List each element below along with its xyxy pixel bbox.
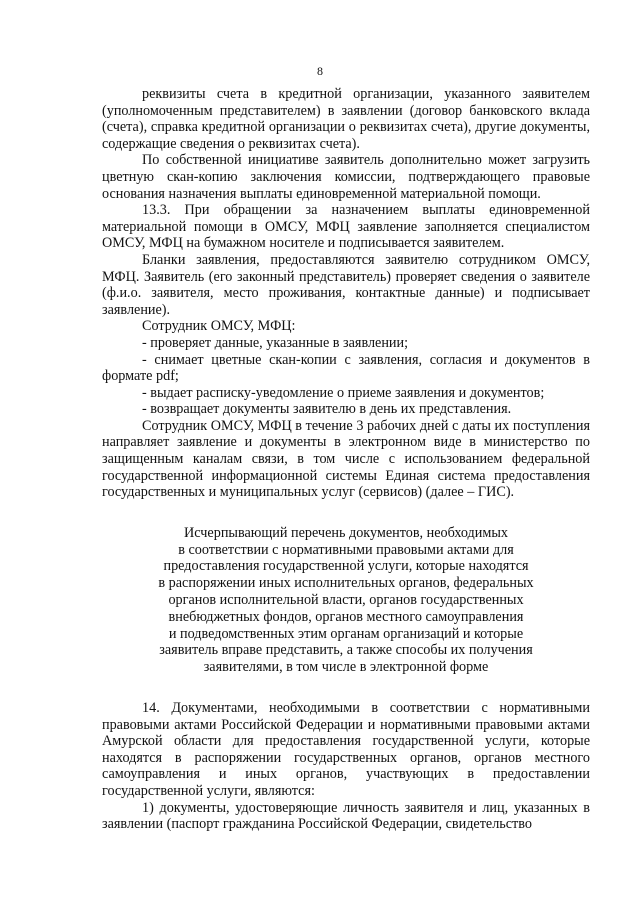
heading-line: заявителями, в том числе в электронной форме	[203, 659, 489, 676]
heading-line: в соответствии с нормативными правовыми актами для	[178, 541, 514, 558]
heading-line: заявитель вправе представить, а также способы их получения	[159, 642, 533, 659]
heading-line: в распоряжении иных исполнительных органов, федеральных	[158, 575, 534, 592]
paragraph-p9: - возвращает документы заявителю в день их представления.	[142, 401, 512, 418]
paragraph-p8: - выдает расписку-уведомление о приеме заявления и документов;	[142, 384, 545, 401]
paragraph-p12: 1) документы, удостоверяющие личность заявителя и лиц, указанных в заявлении (паспорт гражданина Российской Федерации, свидетельство	[102, 799, 590, 833]
heading-line: и подведомственных этим органам организаций и которые	[168, 625, 524, 642]
body-paragraphs-bottom	[102, 700, 590, 833]
paragraph-p10: Сотрудник ОМСУ, МФЦ в течение 3 рабочих дней с даты их поступления направляет заявление и документы в электронном виде в министерство по защищенным каналам связи, в том числе с использованием федеральной государственной информационной системы Единая система предоставления государственных и муниципальных услуг (сервисов) (далее – ГИС).	[102, 417, 590, 501]
paragraph-p7: - снимает цветные скан-копии с заявления, согласия и документов в формате pdf;	[102, 351, 590, 385]
section-heading	[102, 525, 590, 676]
paragraph-p1: реквизиты счета в кредитной организации, указанного заявителем (уполномоченным представителем) в заявлении (договор банковского вклада (счета), справка кредитной организации о реквизитах счета), другие документы, содержащие сведения о реквизитах счета).	[102, 86, 590, 152]
heading-line: органов исполнительной власти, органов государственных	[168, 592, 524, 609]
heading-line: предоставления государственной услуги, которые находятся	[163, 558, 529, 575]
heading-line: Исчерпывающий перечень документов, необходимых	[184, 524, 508, 541]
heading-line: внебюджетных фондов, органов местного самоуправления	[168, 608, 524, 625]
document-body	[102, 86, 590, 833]
body-paragraphs-top	[102, 86, 590, 501]
paragraph-p2: По собственной инициативе заявитель дополнительно может загрузить цветную скан-копию заключения комиссии, подтверждающего правовые основания назначения выплаты единовременной материальной помощи.	[102, 152, 590, 202]
paragraph-p5: Сотрудник ОМСУ, МФЦ:	[142, 318, 296, 335]
page-number: 8	[317, 64, 323, 78]
paragraph-p3: 13.3. При обращении за назначением выплаты единовременной материальной помощи в ОМСУ, МФЦ заявление заполняется специалистом ОМСУ, МФЦ на бумажном носителе и подписывается заявителем.	[102, 202, 590, 252]
paragraph-p11: 14. Документами, необходимыми в соответствии с нормативными правовыми актами Российской Федерации и нормативными правовыми актами Амурской области для предоставления государственной услуги, которые находятся в распоряжении государственных органов, органов местного самоуправления и иных органов, участвующих в предоставлении государственной услуги, являются:	[102, 700, 590, 799]
paragraph-p4: Бланки заявления, предоставляются заявителю сотрудником ОМСУ, МФЦ. Заявитель (его законный представитель) проверяет сведения о заявителе (ф.и.о. заявителя, место проживания, контактные данные) и подписывает заявление).	[102, 251, 590, 318]
paragraph-p6: - проверяет данные, указанные в заявлении;	[142, 334, 409, 351]
